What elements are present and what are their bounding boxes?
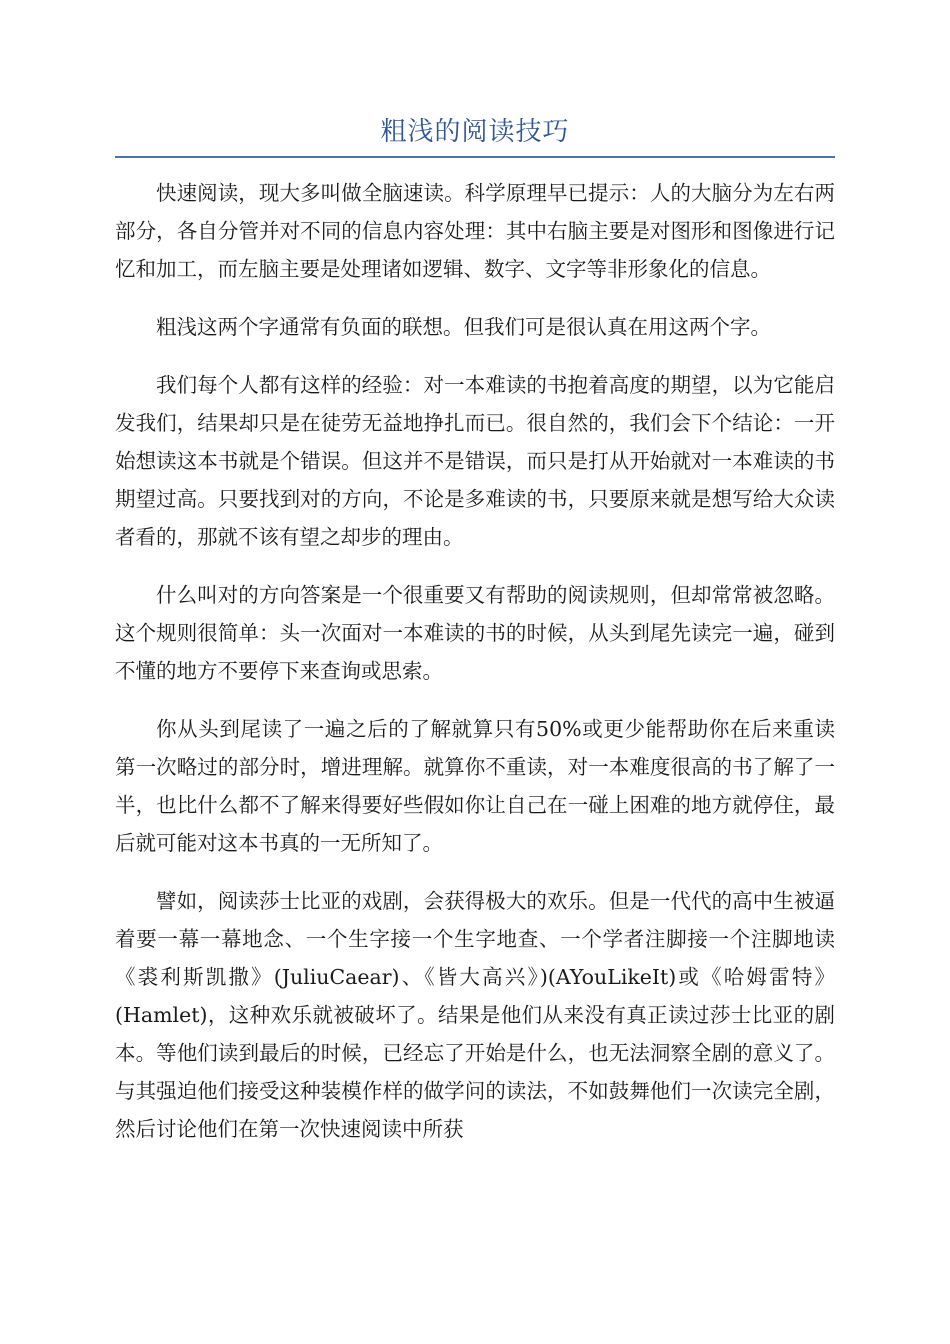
paragraph: 什么叫对的方向答案是一个很重要又有帮助的阅读规则，但却常常被忽略。这个规则很简单：头一次面对一本难读的书的时候，从头到尾先读完一遍，碰到不懂的地方不要停下来查询或思索。 — [115, 583, 835, 683]
paragraph: 我们每个人都有这样的经验：对一本难读的书抱着高度的期望，以为它能启发我们，结果却只是在徒劳无益地挣扎而已。很自然的，我们会下个结论：一开始想读这本书就是个错误。但这并不是错误，而只是打从开始就对一本难读的书期望过高。只要找到对的方向，不论是多难读的书，只要原来就是想写给大众读者看的，那就不该有望之却步的理由。 — [115, 373, 835, 549]
paragraph: 譬如，阅读莎士比亚的戏剧，会获得极大的欢乐。但是一代代的高中生被逼着要一幕一幕地念、一个生字接一个生字地查、一个学者注脚接一个注脚地读《裘利斯凯撒》(JuliuCaear)、《皆大高兴》)(AYouLikeIt)或《哈姆雷特》(Hamlet)，这种欢乐就被破坏了。结果是他们从来没有真正读过莎士比亚的剧本。等他们读到最后的时候，已经忘了开始是什么，也无法洞察全剧的意义了。与其强迫他们接受这种装模作样的做学问的读法，不如鼓舞他们一次读完全剧，然后讨论他们在第一次快速阅读中所获 — [115, 889, 835, 1141]
paragraph: 粗浅这两个字通常有负面的联想。但我们可是很认真在用这两个字。 — [156, 315, 771, 339]
document-body — [115, 174, 835, 1168]
paragraph: 快速阅读，现大多叫做全脑速读。科学原理早已提示：人的大脑分为左右两部分，各自分管并对不同的信息内容处理：其中右脑主要是对图形和图像进行记忆和加工，而左脑主要是处理诸如逻辑、数字、文字等非形象化的信息。 — [115, 181, 835, 281]
paragraph: 你从头到尾读了一遍之后的了解就算只有50%或更少能帮助你在后来重读第一次略过的部分时，增进理解。就算你不重读，对一本难度很高的书了解了一半，也比什么都不了解来得要好些假如你让自己在一碰上困难的地方就停住，最后就可能对这本书真的一无所知了。 — [115, 717, 835, 855]
document-title: 粗浅的阅读技巧 — [380, 117, 570, 147]
title-block — [115, 112, 835, 158]
